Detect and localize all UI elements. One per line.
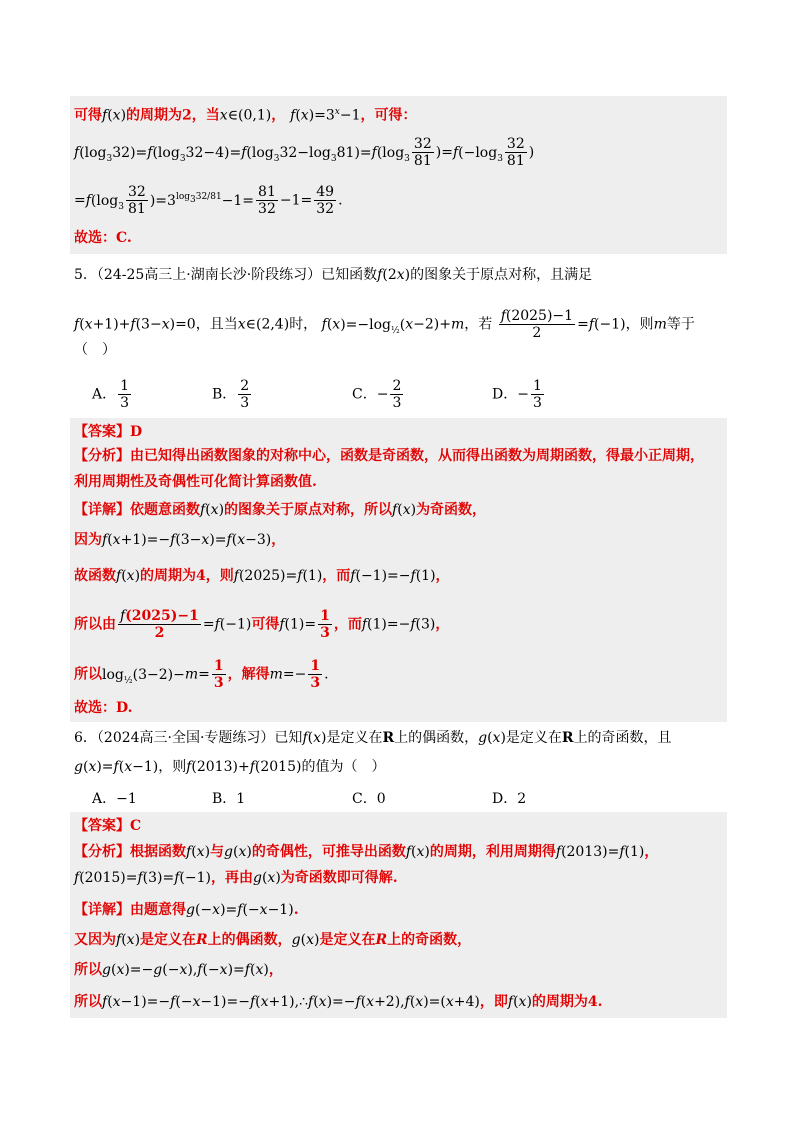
option-c[interactable]: C．0 — [352, 791, 386, 807]
analysis-line: f(2015)=f(3)=f(−1)，再由g(x)为奇函数即可得解. — [74, 870, 398, 886]
analysis-line: 【分析】由已知得出函数图象的对称中心，函数是奇函数，从而得出函数为周期函数，得最小正周期， — [74, 448, 704, 464]
analysis-line: 利用周期性及奇偶性可化简计算函数值. — [74, 474, 317, 490]
option-d[interactable]: D．2 — [492, 791, 527, 807]
solution-equation-line: $f(\log_332)=f(\log_332-4)=f(\log_332-\log_381)=f(\log_3$ $\frac{32}{81}$ )$=f(-\log_3$ $\frac{32}{81}$ ) — [74, 136, 535, 169]
solution-block-q6 — [70, 812, 727, 1018]
detail-line: 又因为f(x)是定义在R上的偶函数，g(x)是定义在R上的奇函数， — [74, 932, 472, 948]
detail-line: 所以f(x−1)=−f(−x−1)=−f(x+1),∴f(x)=−f(x+2),f(x)=(x+4)，即f(x)的周期为4. — [74, 994, 603, 1010]
question-5-line1: 5．（24-25高三上·湖南长沙·阶段练习）已知函数f(2x)的图象关于原点对称，且满足 — [74, 267, 593, 283]
option-b[interactable]: B．1 — [212, 791, 246, 807]
select-line: 故选：C. — [74, 230, 132, 246]
question-5-blank: （ ） — [74, 342, 116, 358]
option-a[interactable]: A．−1 — [92, 791, 137, 807]
detail-line: 所以g(x)=−g(−x),f(−x)=f(x)， — [74, 962, 283, 978]
solution-block-q5 — [70, 418, 727, 722]
option-a[interactable]: A． $\frac{1}{3}$ — [92, 378, 130, 411]
question-6-line1: 6．（2024高三·全国·专题练习）已知f(x)是定义在R上的偶函数，g(x)是定义在R上的奇函数，且 — [74, 730, 672, 746]
detail-line: 所以由 $\frac{f(2025)-1}{2}$ =f(−1)可得f(1)= $\frac{1}{3}$ ，而f(1)=−f(3)， — [74, 608, 450, 641]
select-line: 故选：D. — [74, 700, 133, 716]
question-6-line2: g(x)=f(x−1)，则f(2013)+f(2015)的值为（ ） — [74, 759, 386, 775]
answer-line: 【答案】C — [74, 818, 142, 834]
solution-equation-line: $=f(\log_3$ $\frac{32}{81}$ )$=3^{log_332/81}-1=$ $\frac{81}{32}$ −1= $\frac{49}{32}$ . — [74, 184, 343, 217]
detail-line: 【详解】由题意得g(−x)=f(−x−1). — [74, 902, 299, 918]
question-5-line2: f(x+1)+f(3−x)=0，且当x∈(2,4)时， $f(x)=-\log_{\frac{1}{2}}(x-2)+m$，若 $\frac{f(2025)-1}{2}$ =f(−1)，则m等于 — [74, 308, 695, 341]
detail-line: 【详解】依题意函数f(x)的图象关于原点对称，所以f(x)为奇函数， — [74, 502, 487, 518]
detail-line: 所以$\log_{\frac{1}{2}}(3-2)-m=$ $\frac{1}{3}$ ，解得m=− $\frac{1}{3}$ . — [74, 658, 329, 691]
analysis-line: 【分析】根据函数f(x)与g(x)的奇偶性，可推导出函数f(x)的周期，利用周期得f(2013)=f(1)， — [74, 844, 659, 860]
option-c[interactable]: C．− $\frac{2}{3}$ — [352, 378, 402, 411]
detail-line: 故函数f(x)的周期为4，则f(2025)=f(1)，而f(−1)=−f(1)， — [74, 568, 450, 584]
option-d[interactable]: D．− $\frac{1}{3}$ — [492, 378, 542, 411]
answer-line: 【答案】D — [74, 424, 143, 440]
solution-line: 可得f(x)的周期为2，当x∈(0,1)， $f(x)=3^x-1$，可得： — [74, 107, 417, 124]
option-b[interactable]: B． $\frac{2}{3}$ — [212, 378, 250, 411]
solution-block-q4 — [70, 96, 727, 254]
detail-line: 因为f(x+1)=−f(3−x)=f(x−3)， — [74, 532, 286, 548]
